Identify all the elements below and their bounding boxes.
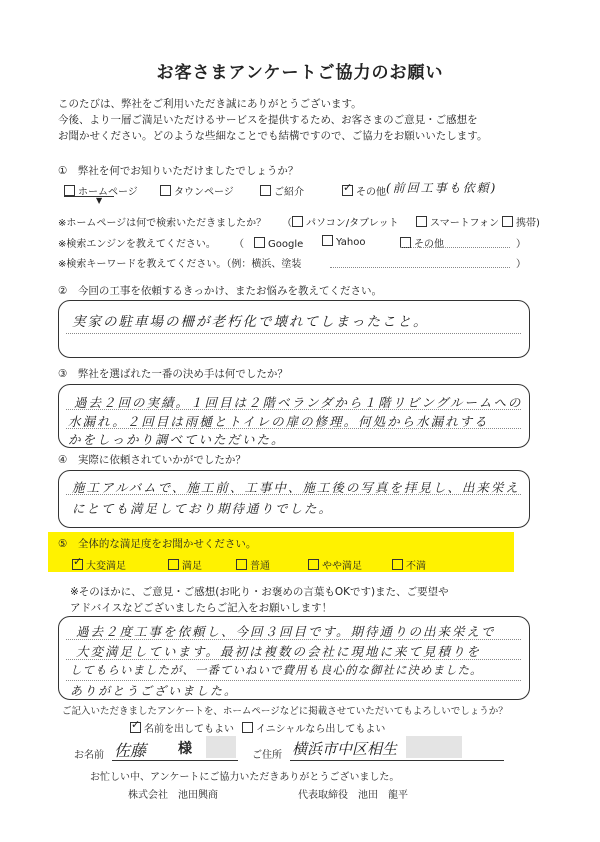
address-value: 横浜市中区相生 xyxy=(292,740,398,758)
checkbox-icon[interactable] xyxy=(168,559,179,570)
checkbox-checked-icon[interactable] xyxy=(130,722,141,733)
q6-answer-line: 過去２度工事を依頼し、今回３回目です。期待通りの出来栄えで xyxy=(76,624,496,639)
q1-home-option[interactable]: ホームページ xyxy=(64,183,138,198)
checkbox-icon[interactable] xyxy=(160,185,171,196)
engine-other-line xyxy=(400,247,510,248)
publish-name-option[interactable]: ✓名前を出してもよい xyxy=(130,720,234,735)
checkbox-icon[interactable] xyxy=(392,559,403,570)
q1-label: ① 弊社を何でお知りいただけましたでしょうか？ xyxy=(58,165,299,177)
q1-intro-option[interactable]: ご紹介 xyxy=(260,183,304,198)
checkbox-checked-icon[interactable] xyxy=(72,559,83,570)
name-underline xyxy=(112,760,238,761)
q5-option-normal[interactable]: 普通 xyxy=(236,557,270,572)
q3-answer-line: 水漏れ。２回目は雨樋とトイレの扉の修理。何処から水漏れする xyxy=(68,414,489,429)
representative: 代表取締役 池田 龍平 xyxy=(298,790,408,801)
q3-label: ③ 弊社を選ばれた一番の決め手は何でしたか？ xyxy=(58,368,288,380)
q5-label: ⑤ 全体的な満足度をお聞かせください。 xyxy=(58,538,257,550)
address-label: ご住所 xyxy=(252,750,282,761)
page-title: お客さまアンケートご協力のお願い xyxy=(156,63,444,83)
intro-line: このたびは、弊社をご利用いただき誠にありがとうございます。 xyxy=(58,98,362,110)
q1-town-option[interactable]: タウンページ xyxy=(160,183,234,198)
q4-label: ④ 実際に依頼されていかがでしたか？ xyxy=(58,454,246,466)
checkbox-icon[interactable] xyxy=(260,185,271,196)
q6-label-line1: ※そのほかに、ご意見・ご感想(お叱り・お褒めの言葉もOKです)また、ご要望や xyxy=(70,586,449,598)
q3-answer-line: かをしっかり調べていただいた。 xyxy=(68,432,286,447)
name-suffix: 様 xyxy=(178,741,192,757)
q1-other-handwritten: (前回工事も依頼) xyxy=(386,181,498,195)
q5-option-dissatisfied[interactable]: 不満 xyxy=(392,557,426,572)
address-underline xyxy=(290,760,504,761)
checkbox-icon[interactable] xyxy=(292,216,303,227)
q1-search-row: ※ホームページは何で検索いただきましたか？ （ パソコン/タブレット スマートフォン 携帯) xyxy=(58,218,540,229)
q2-label: ② 今回の工事を依頼するきっかけ、またお悩みを教えてください。 xyxy=(58,285,382,297)
checkbox-icon[interactable] xyxy=(254,237,265,248)
q4-answer-line: にとても満足しており期待通りでした。 xyxy=(72,501,334,516)
q6-answer-line: ありがとうございました。 xyxy=(70,684,239,698)
q6-label-line2: アドバイスなどございましたらご記入をお願いします！ xyxy=(70,602,333,614)
q3-answer-line: 過去２回の実績。１回目は２階ベランダから１階リビングルームへの xyxy=(74,395,523,410)
q5-option-somewhat[interactable]: やや満足 xyxy=(308,557,362,572)
intro-text xyxy=(58,96,558,144)
company-name: 株式会社 池田興商 xyxy=(128,790,218,801)
ruled-line xyxy=(66,333,521,334)
name-value: 佐藤 xyxy=(114,741,147,760)
checkbox-icon[interactable] xyxy=(502,216,513,227)
checkbox-icon[interactable] xyxy=(322,235,333,246)
intro-line: お聞かせください。どのような些細なことでも結構ですので、ご協力をお願いいたします。 xyxy=(58,130,488,142)
name-label: お名前 xyxy=(74,750,104,761)
q1-other-option[interactable]: ✓ その他 xyxy=(342,183,386,198)
checkbox-icon[interactable] xyxy=(64,185,75,196)
thanks-text: お忙しい中、アンケートにご協力いただきありがとうございました。 xyxy=(90,772,400,783)
intro-line: 今後、より一層ご満足いただけるサービスを提供するため、お客さまのご意見・ご感想を xyxy=(58,114,478,126)
checkbox-icon[interactable] xyxy=(416,216,427,227)
q1-engine-row: ※検索エンジンを教えてください。 （ Google Yahoo その他 ） xyxy=(58,237,526,250)
underline xyxy=(64,196,114,197)
checkbox-icon[interactable] xyxy=(236,559,247,570)
arrow-down-icon: ▼ xyxy=(96,196,103,205)
checkbox-icon[interactable] xyxy=(242,722,253,733)
q4-answer-line: 施工アルバムで、施工前、工事中、施工後の写真を拝見し、出来栄え xyxy=(72,480,520,495)
q6-answer-line: してもらいましたが、一番ていねいで費用も良心的な御社に決めました。 xyxy=(70,663,483,677)
q2-answer: 実家の駐車場の柵が老朽化で壊れてしまったこと。 xyxy=(72,314,429,330)
redaction-block xyxy=(406,736,462,758)
redaction-block xyxy=(206,736,236,758)
q1-keyword-row: ※検索キーワードを教えてください。（例：横浜、塗装 ） xyxy=(58,259,526,270)
q5-option-satisfied[interactable]: 満足 xyxy=(168,557,202,572)
q5-option-very-satisfied[interactable]: ✓大変満足 xyxy=(72,557,126,572)
publish-notice: ご記入いただきましたアンケートを、ホームページなどに掲載させていただいてもよろしいでしょうか？ xyxy=(62,706,508,717)
q6-answer-line: 大変満足しています。最初は複数の会社に現地に来て見積りを xyxy=(76,644,482,659)
ruled-line xyxy=(66,680,521,681)
publish-initial-option[interactable]: イニシャルなら出してもよい xyxy=(242,720,385,735)
checkbox-icon[interactable] xyxy=(308,559,319,570)
checkbox-checked-icon[interactable] xyxy=(342,185,353,196)
keyword-line xyxy=(330,267,510,268)
